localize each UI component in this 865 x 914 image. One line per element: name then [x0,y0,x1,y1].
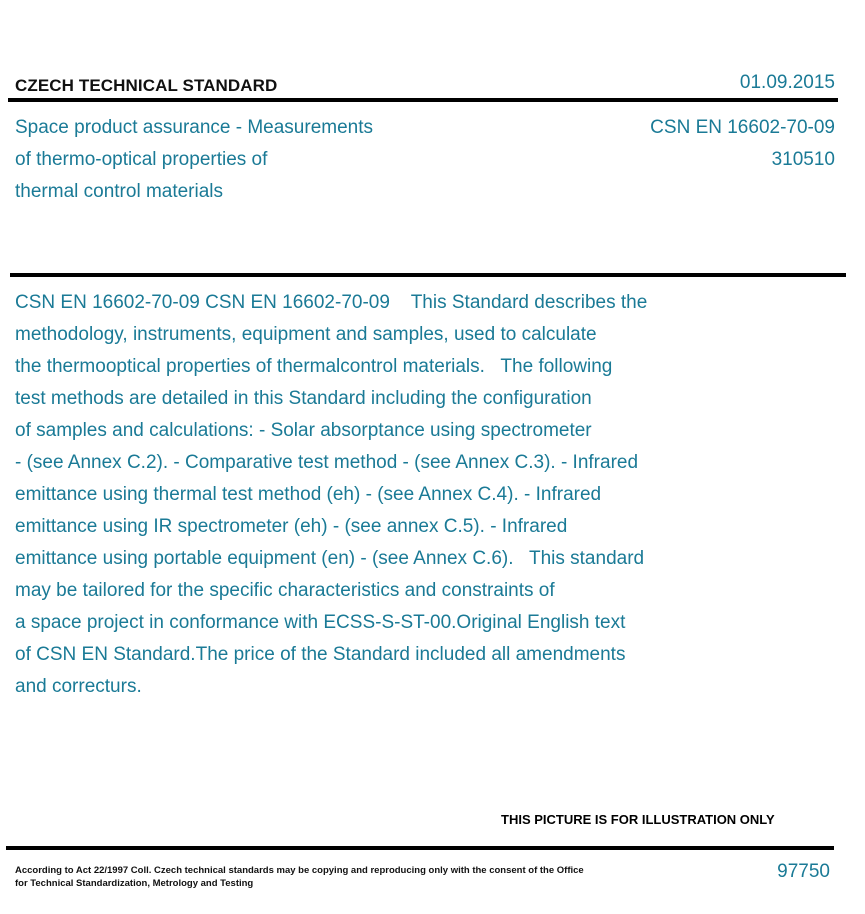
body-line: emittance using thermal test method (eh) - (see Annex C.4). - Infrared [15,484,602,505]
illustration-disclaimer: THIS PICTURE IS FOR ILLUSTRATION ONLY [501,812,775,827]
title-line: of thermo-optical properties of [15,149,268,170]
body-line: and correcturs. [15,676,142,697]
body-line: CSN EN 16602-70-09 CSN EN 16602-70-09 This Standard describes the [15,292,648,313]
body-line: - (see Annex C.2). - Comparative test method - (see Annex C.3). - Infrared [15,452,639,473]
document-type-label: CZECH TECHNICAL STANDARD [15,76,278,95]
body-line: the thermooptical properties of thermalcontrol materials. The following [15,356,613,377]
standard-number: CSN EN 16602-70-09 [650,117,835,138]
title-line: thermal control materials [15,181,224,202]
header-rule [8,98,838,102]
publication-date: 01.09.2015 [739,72,835,93]
body-line: emittance using IR spectrometer (eh) - (see annex C.5). - Infrared [15,516,568,537]
body-line: of CSN EN Standard.The price of the Standard included all amendments [15,644,626,665]
footer-legal-note-line: According to Act 22/1997 Coll. Czech technical standards may be copying and reproducing only with the consent of the Office [15,865,584,876]
footer-legal-note-line: for Technical Standardization, Metrology and Testing [15,878,254,889]
body-line: test methods are detailed in this Standard including the configuration [15,388,592,409]
body-line: methodology, instruments, equipment and samples, used to calculate [15,324,597,345]
body-line: emittance using portable equipment (en) - (see Annex C.6). This standard [15,548,645,569]
body-line: may be tailored for the specific characteristics and constraints of [15,580,555,601]
footer-rule [6,846,834,850]
classification-code: 310510 [771,149,835,170]
body-line: a space project in conformance with ECSS-S-ST-00.Original English text [15,612,626,633]
catalog-number: 97750 [777,861,830,882]
body-line: of samples and calculations: - Solar absorptance using spectrometer [15,420,592,441]
title-line: Space product assurance - Measurements [15,117,374,138]
section-rule [10,273,846,277]
